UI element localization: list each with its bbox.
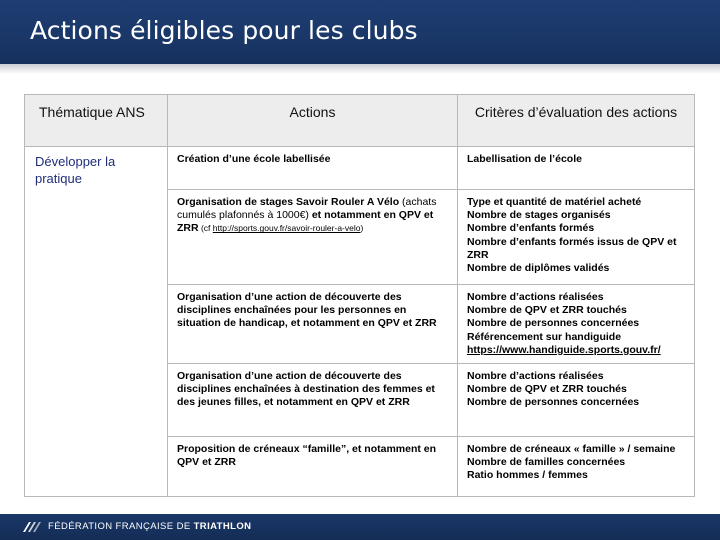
action-text: Organisation d’une action de découverte des disciplines enchaînées à destination des femmes et des jeunes filles, et notamment en QPV et ZRR bbox=[177, 370, 435, 409]
action-cell bbox=[168, 147, 458, 190]
criteria-item: Nombre de QPV et ZRR touchés bbox=[467, 383, 627, 396]
ftri-logo-icon bbox=[22, 520, 42, 534]
criteria-cell bbox=[458, 147, 695, 190]
action-cell bbox=[168, 285, 458, 364]
action-ref-close: ) bbox=[360, 223, 364, 234]
title-shadow bbox=[0, 64, 720, 74]
criteria-item: Nombre d’enfants formés issus de QPV et ZRR bbox=[467, 235, 677, 261]
footer-bar bbox=[0, 514, 720, 540]
action-text: Création d’une école labellisée bbox=[177, 153, 331, 165]
criteria-item: Nombre de personnes concernées bbox=[467, 396, 640, 409]
theme-cell bbox=[25, 147, 168, 497]
criteria-cell bbox=[458, 437, 695, 497]
action-text: Organisation de stages Savoir Rouler A Vélo bbox=[177, 196, 400, 208]
criteria-item: Nombre de familles concernées bbox=[467, 456, 626, 469]
criteria-item: Nombre de QPV et ZRR touchés bbox=[467, 304, 627, 317]
header-theme: Thématique ANS bbox=[25, 95, 168, 147]
actions-table bbox=[24, 94, 695, 497]
criteria-item: Nombre de créneaux « famille » / semaine bbox=[467, 443, 676, 456]
savoir-rouler-link[interactable]: http://sports.gouv.fr/savoir-rouler-a-velo bbox=[212, 223, 361, 234]
criteria-item: Nombre de diplômes validés bbox=[467, 262, 610, 275]
header-criteria: Critères d’évaluation des actions bbox=[458, 95, 695, 147]
slide-title: Actions éligibles pour les clubs bbox=[30, 16, 418, 45]
title-bar bbox=[0, 0, 720, 64]
footer-brand: TRIATHLON bbox=[193, 521, 252, 532]
action-text: Organisation d’une action de découverte des disciplines enchaînées pour les personnes en situation de handicap, et notamment en QPV et ZRR bbox=[177, 291, 437, 330]
action-text: Proposition de créneaux “famille”, et notamment en QPV et ZRR bbox=[177, 443, 437, 469]
criteria-item: Nombre de stages organisés bbox=[467, 209, 611, 222]
header-actions: Actions bbox=[168, 95, 458, 147]
footer-text: FÉDÉRATION FRANÇAISE DE TRIATHLON bbox=[48, 521, 252, 532]
criteria-cell bbox=[458, 285, 695, 364]
action-cell bbox=[168, 437, 458, 497]
criteria-item: Référencement sur handiguide bbox=[467, 330, 622, 343]
theme-label: Développer la pratique bbox=[35, 154, 116, 186]
criteria-cell bbox=[458, 190, 695, 285]
criteria-item: Ratio hommes / femmes bbox=[467, 469, 588, 482]
criteria-cell bbox=[458, 364, 695, 437]
criteria-item: Nombre d’actions réalisées bbox=[467, 291, 604, 303]
criteria-item: Nombre de personnes concernées bbox=[467, 317, 640, 330]
table-header-row bbox=[25, 95, 695, 147]
action-cell bbox=[168, 364, 458, 437]
criteria-item: Labellisation de l’école bbox=[467, 153, 582, 165]
action-ref-open: (cf bbox=[198, 223, 213, 234]
criteria-item: Nombre d’actions réalisées bbox=[467, 370, 604, 383]
criteria-item: Type et quantité de matériel acheté bbox=[467, 196, 642, 208]
action-note: (achats cumulés plafonnés à 1000€) bbox=[177, 196, 437, 222]
criteria-item: Nombre d’enfants formés bbox=[467, 222, 595, 235]
table-row bbox=[25, 147, 695, 190]
handiguide-link[interactable]: https://www.handiguide.sports.gouv.fr/ bbox=[467, 343, 661, 356]
action-cell bbox=[168, 190, 458, 285]
action-text-2: et notamment en QPV et ZRR bbox=[177, 209, 434, 235]
